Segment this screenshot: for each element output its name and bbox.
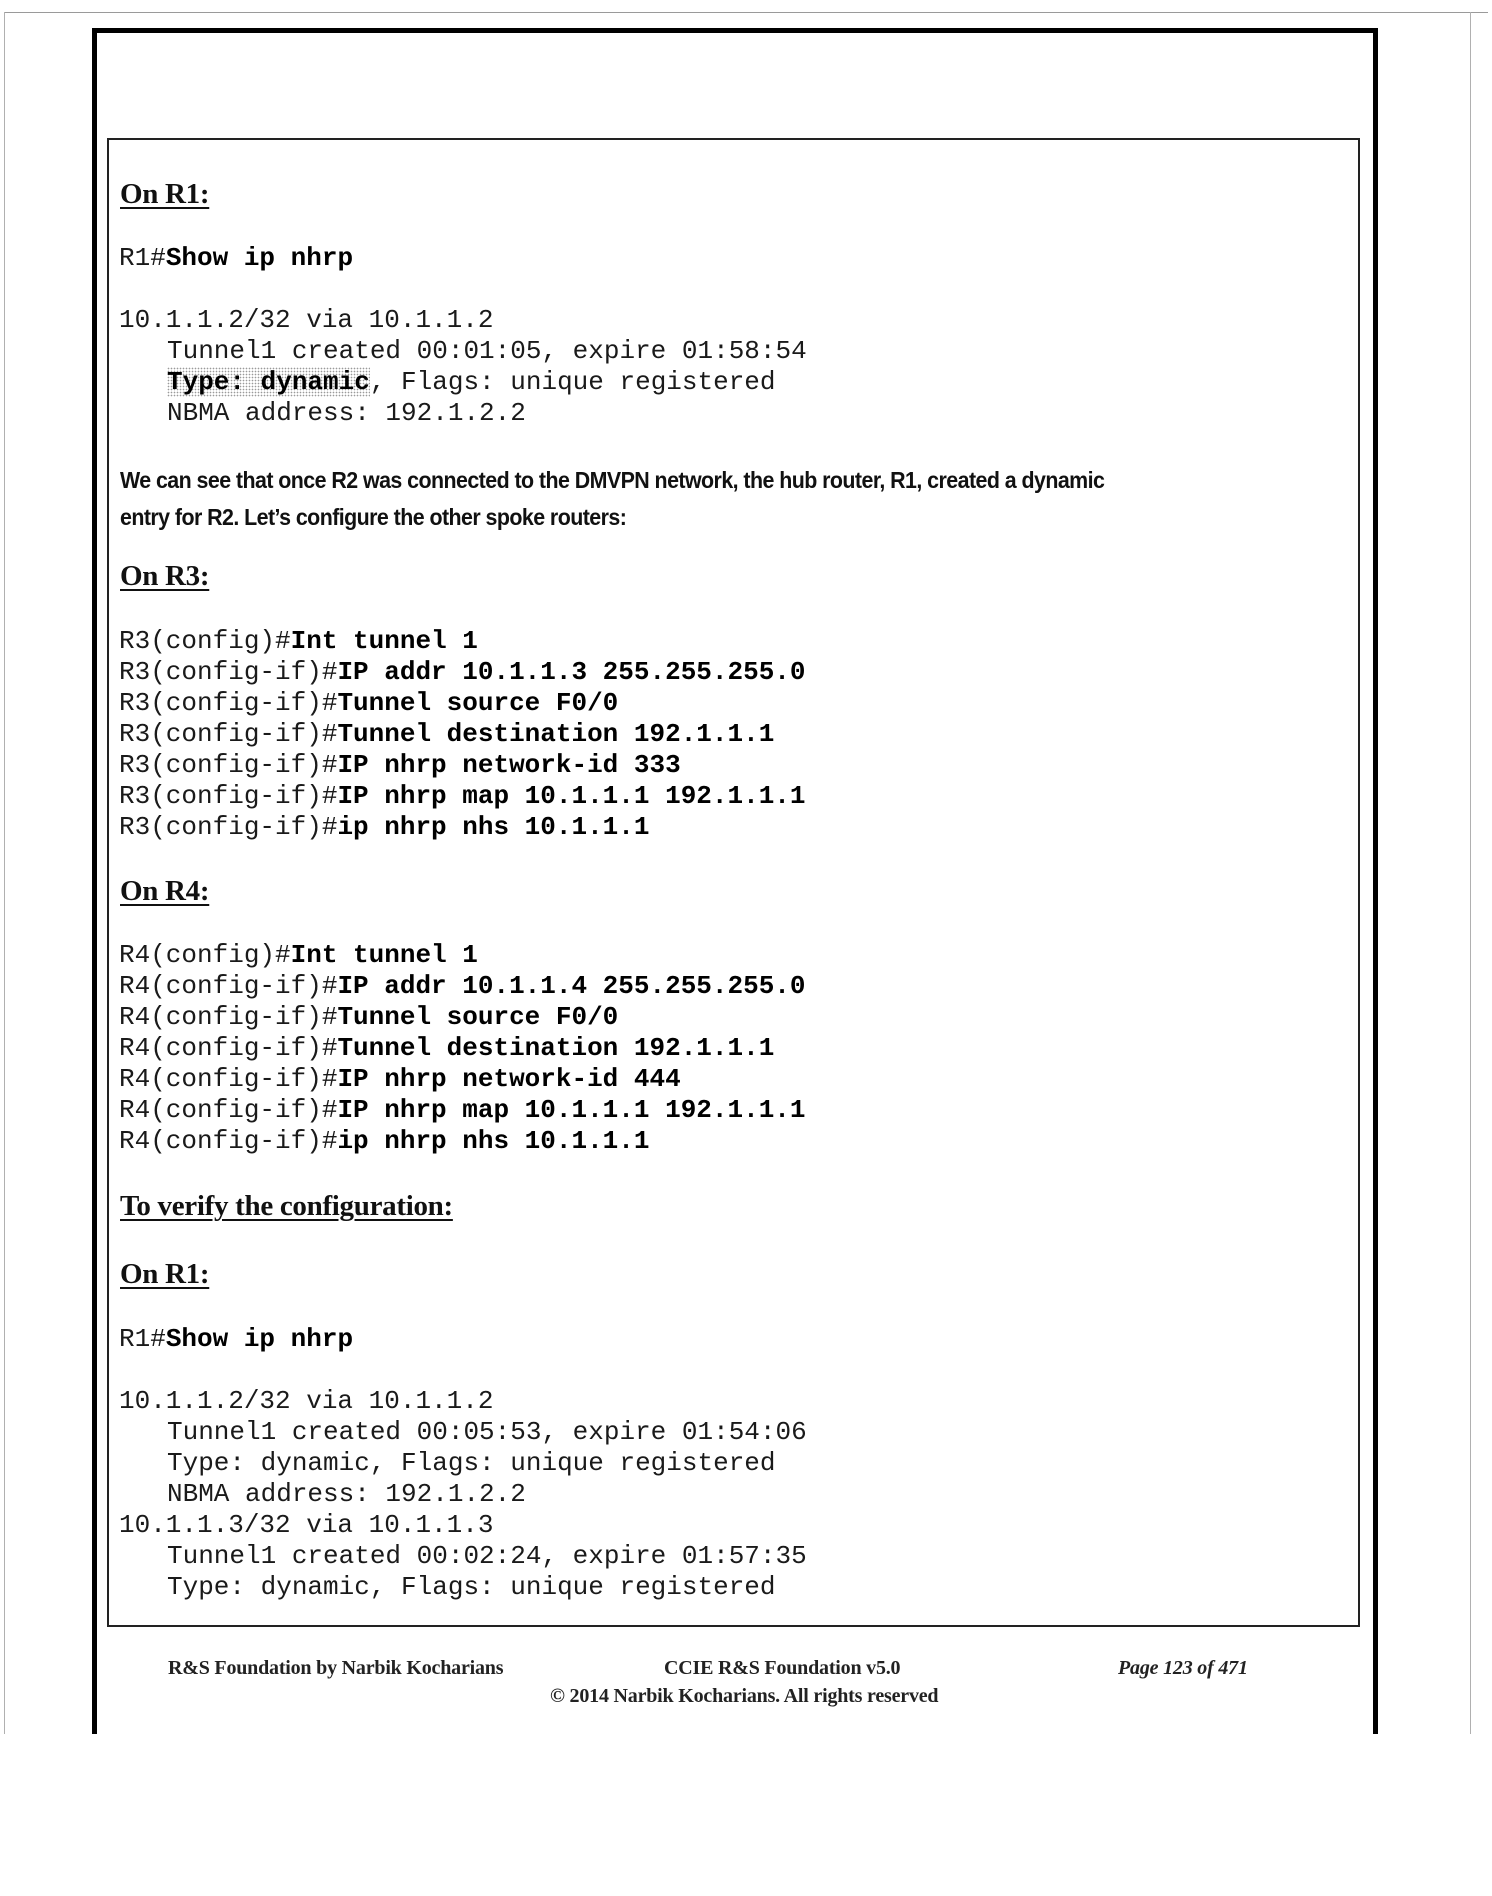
command: Int tunnel 1 [290,626,478,656]
r1-command [119,243,353,274]
section-heading-verify: To verify the configuration: [120,1190,453,1222]
section-heading-r1: On R1: [120,178,210,210]
scan-edge-left [4,12,5,1734]
command: Show ip nhrp [165,243,354,273]
section-heading-r3: On R3: [120,560,210,592]
config-line [119,812,806,843]
config-line [119,971,806,1002]
config-line [119,626,806,657]
prompt: R1# [119,243,166,273]
command: ip nhrp nhs 10.1.1.1 [337,812,650,842]
output-line: 10.1.1.2/32 via 10.1.1.2 [119,1386,494,1416]
paragraph-line: We can see that once R2 was connected to the DMVPN network, the hub router, R1, created a dynamic [120,467,1105,493]
config-line [119,719,806,750]
paragraph-line: entry for R2. Let’s configure the other spoke routers: [120,504,627,530]
scan-edge-right [1470,12,1471,1734]
prompt: R4(config-if)# [119,1002,338,1032]
output-line: Tunnel1 created 00:02:24, expire 01:57:35 [167,1541,807,1571]
explanation-paragraph [120,462,1357,536]
output-line [119,367,807,398]
footer-page-number: Page 123 of 471 [1118,1657,1248,1679]
r1-nhrp-output [119,305,807,429]
command: IP addr 10.1.1.3 255.255.255.0 [337,657,806,687]
config-line [119,1064,806,1095]
command: Int tunnel 1 [290,940,478,970]
output-line: Type: dynamic, Flags: unique registered [167,1448,776,1478]
output-text: , Flags: unique registered [369,367,776,397]
command: Tunnel destination 192.1.1.1 [337,719,775,749]
prompt: R4(config-if)# [119,1126,338,1156]
config-line [119,750,806,781]
command: Tunnel source F0/0 [337,1002,619,1032]
prompt: R3(config-if)# [119,719,338,749]
output-line: Tunnel1 created 00:01:05, expire 01:58:54 [167,336,807,366]
output-line: Tunnel1 created 00:05:53, expire 01:54:06 [167,1417,807,1447]
command: IP nhrp map 10.1.1.1 192.1.1.1 [337,781,806,811]
r4-config [119,940,806,1157]
config-line [119,781,806,812]
config-line [119,1095,806,1126]
prompt: R3(config-if)# [119,657,338,687]
config-line [119,1033,806,1064]
prompt: R3(config-if)# [119,688,338,718]
footer-title: CCIE R&S Foundation v5.0 [664,1657,901,1679]
scan-edge-top [4,12,1488,13]
command: IP addr 10.1.1.4 255.255.255.0 [337,971,806,1001]
output-line: NBMA address: 192.1.2.2 [167,398,526,428]
prompt: R1# [119,1324,166,1354]
output-line: Type: dynamic, Flags: unique registered [167,1572,776,1602]
section-heading-verify-r1: On R1: [120,1258,210,1290]
prompt: R4(config-if)# [119,1095,338,1125]
output-line: 10.1.1.2/32 via 10.1.1.2 [119,305,494,335]
prompt: R3(config-if)# [119,750,338,780]
prompt: R3(config-if)# [119,812,338,842]
output-line: NBMA address: 192.1.2.2 [167,1479,526,1509]
footer-author: R&S Foundation by Narbik Kocharians [168,1657,504,1679]
config-line [119,940,806,971]
prompt: R4(config-if)# [119,1064,338,1094]
prompt: R4(config-if)# [119,971,338,1001]
config-line [119,1002,806,1033]
content-box [107,138,1360,1627]
command: IP nhrp map 10.1.1.1 192.1.1.1 [337,1095,806,1125]
r3-config [119,626,806,843]
command: IP nhrp network-id 333 [337,750,681,780]
prompt: R3(config-if)# [119,781,338,811]
command: ip nhrp nhs 10.1.1.1 [337,1126,650,1156]
config-line [119,657,806,688]
section-heading-r4: On R4: [120,875,210,907]
footer-copyright: © 2014 Narbik Kocharians. All rights reserved [550,1685,939,1707]
command: Show ip nhrp [165,1324,354,1354]
config-line [119,688,806,719]
command: Tunnel source F0/0 [337,688,619,718]
command: Tunnel destination 192.1.1.1 [337,1033,775,1063]
config-line [119,1126,806,1157]
verify-nhrp-output [119,1386,807,1603]
prompt: R4(config-if)# [119,1033,338,1063]
output-line: 10.1.1.3/32 via 10.1.1.3 [119,1510,494,1540]
highlighted-type: Type: dynamic [167,367,370,397]
command: IP nhrp network-id 444 [337,1064,681,1094]
verify-command [119,1324,353,1355]
prompt: R3(config)# [119,626,291,656]
prompt: R4(config)# [119,940,291,970]
